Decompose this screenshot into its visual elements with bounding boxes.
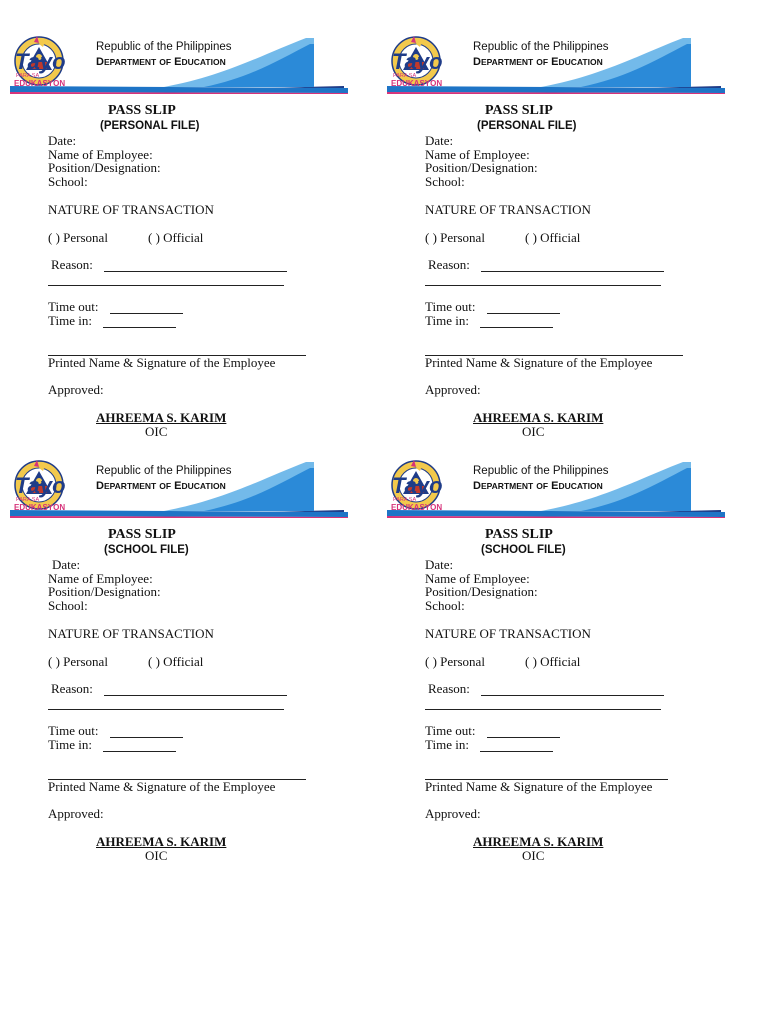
department-text: DEPARTMENT OF EDUCATION: [96, 480, 226, 492]
department-text: DEPARTMENT OF EDUCATION: [473, 56, 603, 68]
time-out-field[interactable]: [110, 737, 183, 738]
svg-text:PARA SA: PARA SA: [16, 73, 40, 79]
form-subtitle: (PERSONAL FILE): [100, 120, 200, 132]
nature-of-transaction-label: NATURE OF TRANSACTION: [425, 626, 591, 641]
svg-text:Tayo: Tayo: [392, 473, 443, 498]
time-out-field[interactable]: [487, 313, 560, 314]
form-title: PASS SLIP: [108, 527, 176, 542]
deped-header: [391, 36, 721, 94]
deped-header: [391, 460, 721, 518]
svg-text:PARA SA: PARA SA: [393, 73, 417, 79]
republic-text: Republic of the Philippines: [96, 465, 232, 477]
form-subtitle: (PERSONAL FILE): [477, 120, 577, 132]
date-label: Date:: [425, 557, 454, 572]
tayo-para-sa-edukasyon-logo: [391, 36, 443, 88]
svg-text:Tayo: Tayo: [392, 49, 443, 74]
school-label: School:: [48, 174, 88, 189]
personal-checkbox[interactable]: ( ) Personal: [48, 654, 108, 669]
position-label: Position/Designation:: [425, 584, 538, 599]
time-in-label: Time in:: [48, 737, 92, 752]
position-label: Position/Designation:: [48, 584, 161, 599]
form-title: PASS SLIP: [108, 103, 176, 118]
form-title: PASS SLIP: [485, 527, 553, 542]
deped-header: [14, 36, 344, 94]
svg-text:PARA SA: PARA SA: [16, 497, 40, 503]
svg-text:Tayo: Tayo: [15, 473, 66, 498]
reason-field-line-2[interactable]: [48, 709, 284, 710]
department-text: DEPARTMENT OF EDUCATION: [96, 56, 226, 68]
printed-name-signature-label: Printed Name & Signature of the Employee: [425, 779, 653, 794]
time-out-label: Time out:: [425, 299, 476, 314]
official-checkbox[interactable]: ( ) Official: [148, 654, 204, 669]
time-out-label: Time out:: [425, 723, 476, 738]
employee-name-label: Name of Employee:: [425, 147, 530, 162]
form-title: PASS SLIP: [485, 103, 553, 118]
official-checkbox[interactable]: ( ) Official: [148, 230, 204, 245]
time-in-field[interactable]: [103, 751, 176, 752]
reason-label: Reason:: [51, 681, 93, 696]
date-label: Date:: [52, 557, 81, 572]
nature-of-transaction-label: NATURE OF TRANSACTION: [48, 202, 214, 217]
approver-name: AHREEMA S. KARIM: [96, 834, 227, 849]
approved-label: Approved:: [48, 382, 104, 397]
republic-text: Republic of the Philippines: [473, 41, 609, 53]
reason-label: Reason:: [428, 257, 470, 272]
nature-of-transaction-label: NATURE OF TRANSACTION: [425, 202, 591, 217]
school-label: School:: [425, 174, 465, 189]
date-label: Date:: [425, 133, 454, 148]
reason-field[interactable]: [104, 271, 287, 272]
republic-text: Republic of the Philippines: [473, 465, 609, 477]
time-out-label: Time out:: [48, 299, 99, 314]
pass-slip-personal-right: [391, 36, 721, 456]
reason-field-line-2[interactable]: [425, 709, 661, 710]
form-subtitle: (SCHOOL FILE): [104, 544, 189, 556]
pass-slip-school-left: [14, 460, 344, 880]
approver-title: OIC: [145, 848, 168, 863]
time-in-label: Time in:: [48, 313, 92, 328]
approver-title: OIC: [522, 424, 545, 439]
official-checkbox[interactable]: ( ) Official: [525, 230, 581, 245]
employee-name-label: Name of Employee:: [48, 147, 153, 162]
school-label: School:: [48, 598, 88, 613]
reason-field-line-2[interactable]: [48, 285, 284, 286]
time-out-field[interactable]: [110, 313, 183, 314]
printed-name-signature-label: Printed Name & Signature of the Employee: [48, 779, 276, 794]
reason-field[interactable]: [104, 695, 287, 696]
svg-text:EDUKASYON: EDUKASYON: [391, 503, 443, 512]
position-label: Position/Designation:: [425, 160, 538, 175]
approver-title: OIC: [145, 424, 168, 439]
school-label: School:: [425, 598, 465, 613]
reason-field[interactable]: [481, 271, 664, 272]
time-in-label: Time in:: [425, 737, 469, 752]
nature-of-transaction-label: NATURE OF TRANSACTION: [48, 626, 214, 641]
pass-slip-personal-left: [14, 36, 344, 456]
personal-checkbox[interactable]: ( ) Personal: [425, 654, 485, 669]
employee-name-label: Name of Employee:: [48, 571, 153, 586]
pass-slip-school-right: [391, 460, 721, 880]
reason-field-line-2[interactable]: [425, 285, 661, 286]
time-in-field[interactable]: [103, 327, 176, 328]
svg-text:EDUKASYON: EDUKASYON: [391, 79, 443, 88]
official-checkbox[interactable]: ( ) Official: [525, 654, 581, 669]
svg-text:EDUKASYON: EDUKASYON: [14, 79, 66, 88]
position-label: Position/Designation:: [48, 160, 161, 175]
department-text: DEPARTMENT OF EDUCATION: [473, 480, 603, 492]
approved-label: Approved:: [425, 806, 481, 821]
date-label: Date:: [48, 133, 77, 148]
approved-label: Approved:: [48, 806, 104, 821]
time-in-label: Time in:: [425, 313, 469, 328]
approver-title: OIC: [522, 848, 545, 863]
reason-field[interactable]: [481, 695, 664, 696]
tayo-para-sa-edukasyon-logo: [391, 460, 443, 512]
deped-header: [14, 460, 344, 518]
svg-text:EDUKASYON: EDUKASYON: [14, 503, 66, 512]
republic-text: Republic of the Philippines: [96, 41, 232, 53]
svg-text:Tayo: Tayo: [15, 49, 66, 74]
time-out-field[interactable]: [487, 737, 560, 738]
approver-name: AHREEMA S. KARIM: [473, 834, 604, 849]
printed-name-signature-label: Printed Name & Signature of the Employee: [425, 355, 653, 370]
tayo-para-sa-edukasyon-logo: [14, 460, 66, 512]
time-in-field[interactable]: [480, 327, 553, 328]
approver-name: AHREEMA S. KARIM: [96, 410, 227, 425]
time-in-field[interactable]: [480, 751, 553, 752]
approver-name: AHREEMA S. KARIM: [473, 410, 604, 425]
reason-label: Reason:: [428, 681, 470, 696]
time-out-label: Time out:: [48, 723, 99, 738]
reason-label: Reason:: [51, 257, 93, 272]
personal-checkbox[interactable]: ( ) Personal: [425, 230, 485, 245]
personal-checkbox[interactable]: ( ) Personal: [48, 230, 108, 245]
tayo-para-sa-edukasyon-logo: [14, 36, 66, 88]
printed-name-signature-label: Printed Name & Signature of the Employee: [48, 355, 276, 370]
svg-text:PARA SA: PARA SA: [393, 497, 417, 503]
approved-label: Approved:: [425, 382, 481, 397]
form-subtitle: (SCHOOL FILE): [481, 544, 566, 556]
employee-name-label: Name of Employee:: [425, 571, 530, 586]
